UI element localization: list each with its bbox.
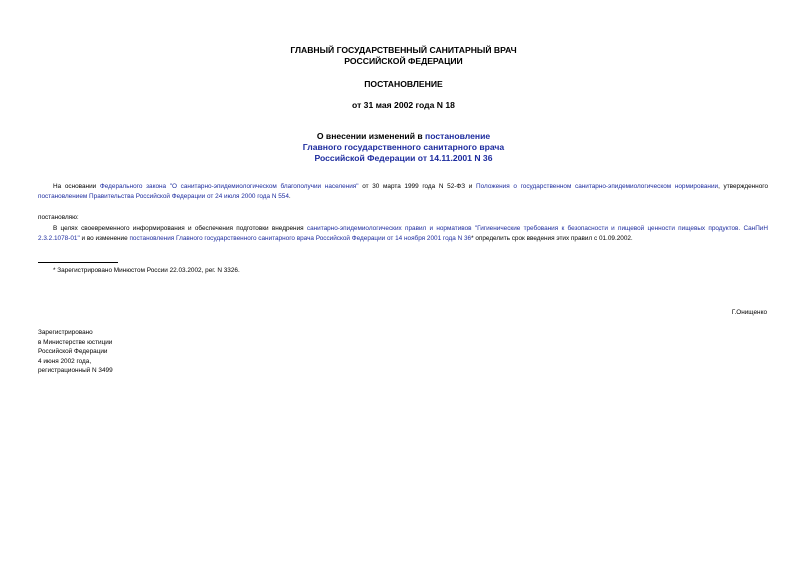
title-link-line-3[interactable]: Российской Федерации от 14.11.2001 N 36 bbox=[314, 153, 493, 163]
registration-line-4: 4 июня 2002 года, bbox=[38, 357, 92, 365]
signature: Г.Онищенко bbox=[731, 309, 767, 316]
decision-paragraph bbox=[38, 224, 768, 244]
decision-text-2: и во изменение bbox=[79, 235, 130, 242]
sanpin-link[interactable]: санитарно-эпидемиологических правил и нормативов "Гигиенические требования к безопасности и пищевой ценности пищевых продуктов. СанПиН 2.3.2.1078-01" bbox=[38, 225, 768, 242]
registration-line-5: регистрационный N 3499 bbox=[38, 367, 113, 374]
government-resolution-link[interactable]: постановлением Правительства Российской Федерации от 24 июля 2000 года N 554 bbox=[38, 193, 289, 200]
footnote: * Зарегистрировано Минюстом России 22.03.2002, рег. N 3326. bbox=[53, 267, 240, 274]
basis-text-1: На основании bbox=[53, 183, 100, 190]
basis-text-2: от 30 марта 1999 года N 52-ФЗ и bbox=[358, 183, 477, 190]
resolved-label: постановляю: bbox=[38, 214, 79, 221]
issuer-line-2: РОССИЙСКОЙ ФЕДЕРАЦИИ bbox=[344, 56, 463, 66]
amended-resolution-link[interactable]: постановления Главного государственного санитарного врача Российской Федерации от 14 ноября 2001 года N 36 bbox=[129, 235, 472, 242]
registration-line-1: Зарегистрировано bbox=[38, 329, 93, 336]
document-title bbox=[0, 131, 807, 164]
title-prefix: О внесении изменений в bbox=[316, 131, 426, 141]
title-line-1 bbox=[0, 131, 807, 142]
federal-law-link[interactable]: Федерального закона "О санитарно-эпидемиологическом благополучии населения" bbox=[99, 183, 359, 190]
document-type: ПОСТАНОВЛЕНИЕ bbox=[364, 79, 443, 89]
issuer-line-1: ГЛАВНЫЙ ГОСУДАРСТВЕННЫЙ САНИТАРНЫЙ ВРАЧ bbox=[290, 45, 517, 55]
registration-line-2: в Министерстве юстиции bbox=[38, 338, 113, 346]
basis-text-3: , утвержденного bbox=[718, 183, 769, 190]
decision-text-3: * определить срок введения этих правил с 01.09.2002. bbox=[471, 235, 633, 242]
footnote-divider bbox=[38, 262, 118, 263]
registration-line-3: Российской Федерации bbox=[38, 348, 108, 355]
document-date-number: от 31 мая 2002 года N 18 bbox=[352, 100, 455, 110]
registration-block bbox=[38, 328, 113, 376]
basis-paragraph bbox=[38, 182, 768, 202]
title-link-line-2[interactable]: Главного государственного санитарного врача bbox=[302, 142, 505, 152]
regulation-link[interactable]: Положения о государственном санитарно-эпидемиологическом нормировании bbox=[476, 183, 719, 190]
title-link-resolution[interactable]: постановление bbox=[425, 131, 491, 141]
decision-text-1: В целях своевременного информирования и обеспечения подготовки внедрения bbox=[53, 225, 307, 232]
basis-text-4: . bbox=[288, 193, 291, 200]
